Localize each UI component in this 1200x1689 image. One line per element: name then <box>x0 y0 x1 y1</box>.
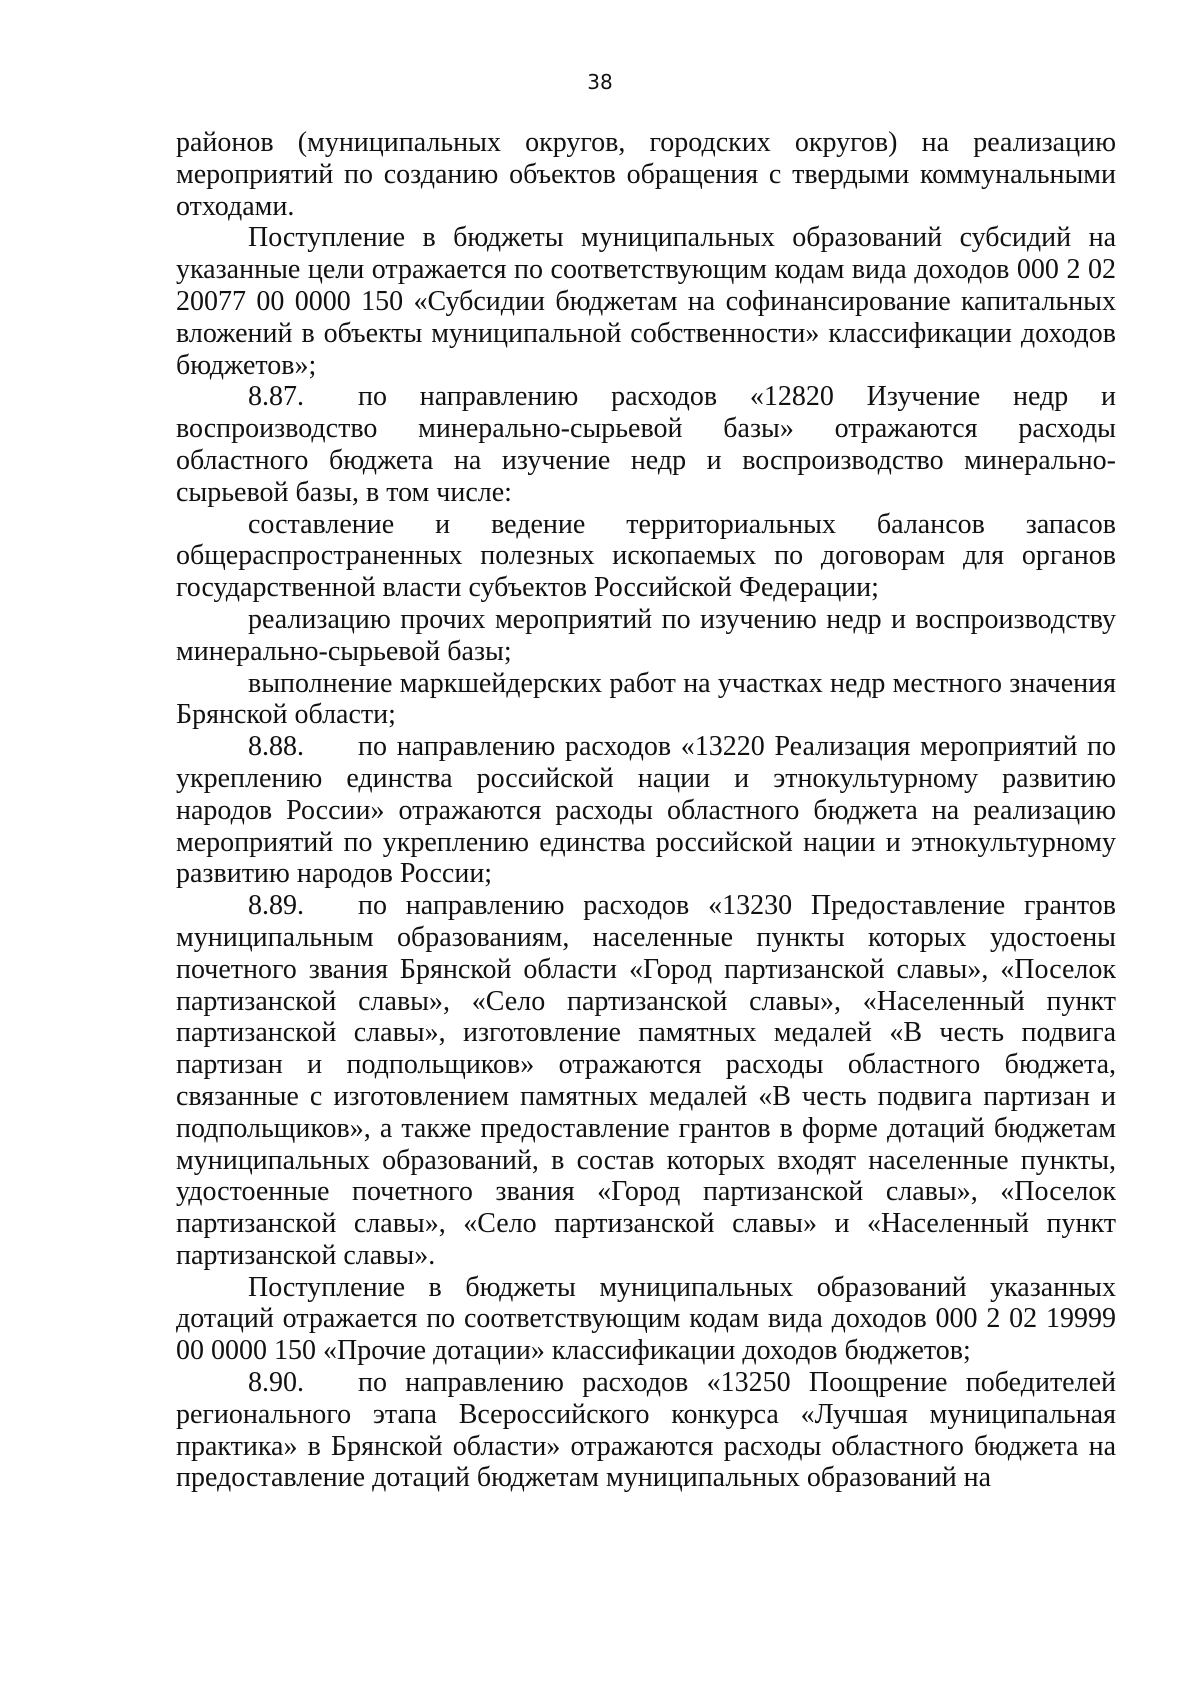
paragraph-text: Поступление в бюджеты муниципальных образований субсидий на указанные цели отражается по соответствующим кодам вида доходов 000 2 02 20077 00 0000 150 «Субсидии бюджетам на софинансирование капитальных вложений в объекты муниципальной собственности» классификации доходов бюджетов»; <box>176 222 1116 381</box>
paragraph-text: составление и ведение территориальных балансов запасов общераспространенных полезных ископаемых по договорам для органов государственной власти субъектов Российской Федерации; <box>176 508 1116 604</box>
clause-8-87 <box>176 381 1116 508</box>
paragraph-subsidy-income <box>176 222 1116 381</box>
clause-8-88 <box>176 731 1116 890</box>
clause-number: 8.89. <box>248 890 304 922</box>
clause-number: 8.88. <box>248 731 304 763</box>
clause-number: 8.87. <box>248 381 304 413</box>
paragraph-text: реализацию прочих мероприятий по изучению недр и воспроизводству минерально-сырьевой базы; <box>176 603 1116 667</box>
clause-8-90 <box>176 1367 1116 1494</box>
paragraph-text: Поступление в бюджеты муниципальных образований указанных дотаций отражается по соответствующим кодам вида доходов 000 2 02 19999 00 0000 150 «Прочие дотации» классификации доходов бюджетов; <box>176 1271 1116 1367</box>
paragraph-text: районов (муниципальных округов, городских округов) на реализацию мероприятий по созданию объектов обращения с твердыми коммунальными отходами. <box>176 127 1116 222</box>
paragraph-text: по направлению расходов «13220 Реализация мероприятий по укреплению единства российской нации и этнокультурному развитию народов России» отражаются расходы областного бюджета на реализацию мероприятий по укреплению единства российской нации и этнокультурному развитию народов России; <box>176 731 1116 890</box>
list-item-surveying <box>176 668 1116 732</box>
clause-8-89 <box>176 890 1116 1272</box>
document-body <box>176 127 1116 1494</box>
list-item-balances <box>176 509 1116 604</box>
paragraph-text: по направлению расходов «13250 Поощрение победителей регионального этапа Всероссийского конкурса «Лучшая муниципальная практика» в Брянской области» отражаются расходы областного бюджета на предоставление дотаций бюджетам муниципальных образований на <box>176 1367 1116 1494</box>
paragraph-text: выполнение маркшейдерских работ на участках недр местного значения Брянской области; <box>176 667 1116 731</box>
paragraph-continuation <box>176 127 1116 222</box>
list-item-other-measures <box>176 604 1116 668</box>
paragraph-dotation-income <box>176 1272 1116 1367</box>
paragraph-text: по направлению расходов «13230 Предоставление грантов муниципальным образованиям, населенные пункты которых удостоены почетного звания Брянской области «Город партизанской славы», «Поселок партизанской славы», «Село партизанской славы», «Населенный пункт партизанской славы», изготовление памятных медалей «В честь подвига партизан и подпольщиков» отражаются расходы областного бюджета, связанные с изготовлением памятных медалей «В честь подвига партизан и подпольщиков», а также предоставление грантов в форме дотаций бюджетам муниципальных образований, в состав которых входят населенные пункты, удостоенные почетного звания «Город партизанской славы», «Поселок партизанской славы», «Село партизанской славы» и «Населенный пункт партизанской славы». <box>176 890 1116 1271</box>
paragraph-text: по направлению расходов «12820 Изучение недр и воспроизводство минерально-сырьевой базы» отражаются расходы областного бюджета на изучение недр и воспроизводство минерально-сырьевой базы, в том числе: <box>176 381 1116 508</box>
page-number: 38 <box>587 70 613 94</box>
clause-number: 8.90. <box>248 1367 304 1399</box>
